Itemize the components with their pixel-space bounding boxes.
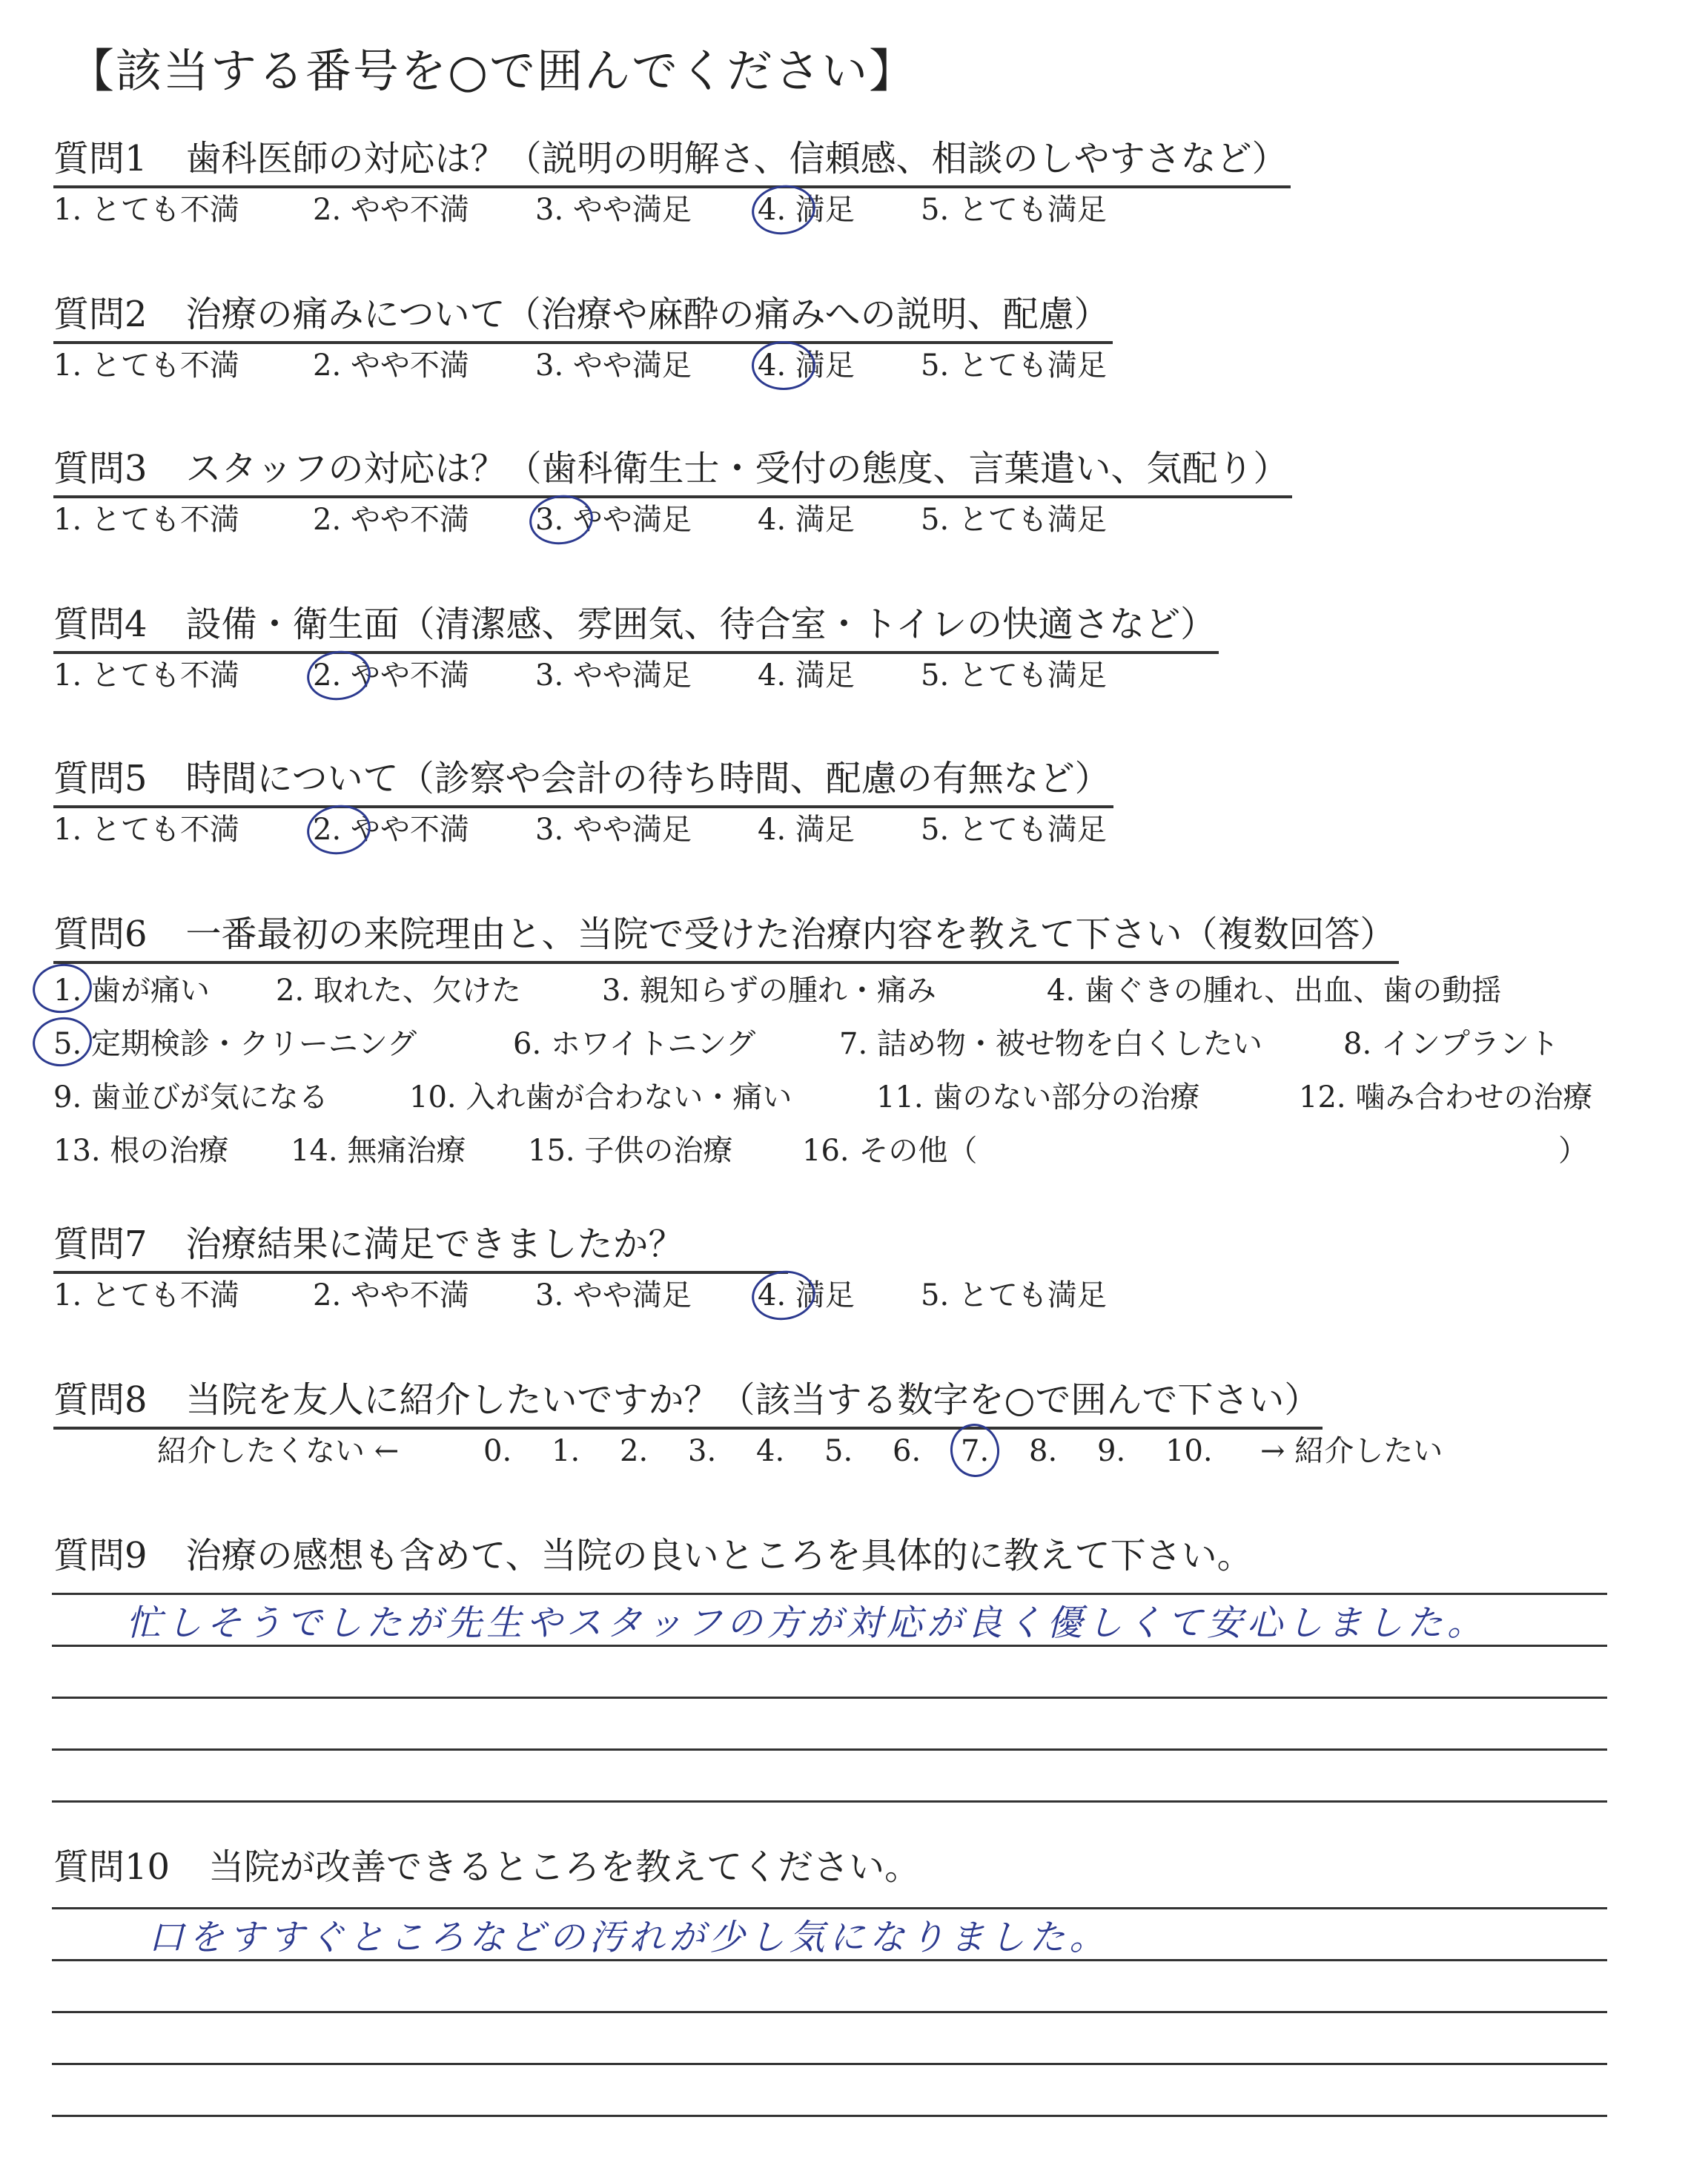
- question-1: [53, 132, 1291, 231]
- question-6: [53, 908, 1592, 1178]
- q8-option-4[interactable]: 4.: [756, 1434, 785, 1468]
- q8-option-1[interactable]: 1.: [552, 1434, 580, 1468]
- q4-option-5[interactable]: 5. とても満足: [921, 658, 1107, 693]
- q6-row-4: [53, 1124, 1592, 1178]
- answer-line: [52, 2063, 1607, 2065]
- q6-option-10[interactable]: 10. 入れ歯が合わない・痛い: [409, 1080, 792, 1114]
- question-3-number: 質問3: [53, 448, 148, 489]
- answer-line: [52, 1697, 1607, 1699]
- q6-option-12[interactable]: 12. 噛み合わせの治療: [1299, 1080, 1593, 1114]
- q5-option-4[interactable]: 4. 満足: [758, 813, 855, 847]
- question-9: [53, 1529, 1256, 1582]
- q2-option-4[interactable]: 4. 満足: [758, 344, 921, 387]
- q3-option-1[interactable]: 1. とても不満: [53, 503, 239, 537]
- q1-option-4[interactable]: 4. 満足: [758, 188, 921, 231]
- q4-option-2[interactable]: 2. やや不満: [313, 654, 535, 697]
- q4-option-3[interactable]: 3. やや満足: [535, 658, 692, 693]
- q6-option-1[interactable]: 1. 歯が痛い: [53, 964, 276, 1017]
- q7-option-4[interactable]: 4. 満足: [758, 1274, 921, 1317]
- question-5-number: 質問5: [53, 758, 148, 799]
- answer-line: [52, 2011, 1607, 2013]
- q6-option-8[interactable]: 8. インプラント: [1343, 1027, 1559, 1061]
- question-10-text: 当院が改善できるところを教えてください。: [208, 1846, 921, 1888]
- q7-option-5[interactable]: 5. とても満足: [921, 1278, 1107, 1312]
- q8-option-3[interactable]: 3.: [688, 1434, 717, 1468]
- q7-option-2[interactable]: 2. やや不満: [313, 1278, 469, 1312]
- question-7-number: 質問7: [53, 1223, 148, 1265]
- question-2: [53, 288, 1113, 387]
- page-title: 【該当する番号を○で囲んでください】: [68, 44, 917, 98]
- q6-option-14[interactable]: 14. 無痛治療: [291, 1134, 466, 1168]
- question-7-heading: [53, 1218, 788, 1274]
- question-9-number: 質問9: [53, 1535, 148, 1576]
- question-2-text: 治療の痛みについて（治療や麻酔の痛みへの説明、配慮）: [185, 294, 1110, 335]
- q2-option-2[interactable]: 2. やや不満: [313, 349, 469, 383]
- q6-row-1: [53, 964, 1592, 1017]
- question-10: [53, 1840, 923, 1894]
- question-3-heading: [53, 442, 1292, 498]
- question-2-number: 質問2: [53, 294, 148, 335]
- question-8-number: 質問8: [53, 1379, 148, 1421]
- q3-option-5[interactable]: 5. とても満足: [921, 503, 1107, 537]
- q8-left-label: 紹介したくない ←: [157, 1434, 400, 1468]
- q4-selection-circle: [304, 647, 374, 704]
- question-9-heading: [53, 1529, 1256, 1582]
- question-6-number: 質問6: [53, 914, 148, 955]
- q8-option-8[interactable]: 8.: [1029, 1434, 1058, 1468]
- q7-option-1[interactable]: 1. とても不満: [53, 1278, 239, 1312]
- answer-line: [52, 1800, 1607, 1803]
- q6-option-7[interactable]: 7. 詰め物・被せ物を白くしたい: [839, 1027, 1262, 1061]
- question-5-text: 時間について（診察や会計の待ち時間、配慮の有無など）: [185, 758, 1110, 799]
- q6-option-16[interactable]: 16. その他（: [802, 1134, 978, 1168]
- question-6-options: [53, 964, 1592, 1178]
- question-5-heading: [53, 752, 1113, 808]
- question-10-heading: [53, 1840, 923, 1894]
- q6-option-13[interactable]: 13. 根の治療: [53, 1134, 229, 1168]
- question-9-handwritten-answer: 忙しそうでしたが先生やスタッフの方が対応が良く優しくて安心しました。: [126, 1602, 1488, 1644]
- question-8: [53, 1373, 1443, 1473]
- question-9-text: 治療の感想も含めて、当院の良いところを具体的に教えて下さい。: [185, 1535, 1253, 1576]
- q8-option-7[interactable]: 7.: [961, 1430, 1029, 1473]
- question-8-scale: [157, 1430, 1443, 1473]
- q1-option-3[interactable]: 3. やや満足: [535, 193, 692, 227]
- question-5: [53, 752, 1113, 851]
- q1-selection-circle: [749, 181, 818, 238]
- question-4-text: 設備・衛生面（清潔感、雰囲気、待合室・トイレの快適さなど）: [185, 604, 1217, 645]
- q8-option-10[interactable]: 10.: [1165, 1434, 1213, 1468]
- q6-option-6[interactable]: 6. ホワイトニング: [513, 1027, 756, 1061]
- q2-option-5[interactable]: 5. とても満足: [921, 349, 1107, 383]
- q8-option-6[interactable]: 6.: [893, 1434, 921, 1468]
- question-6-text: 一番最初の来院理由と、当院で受けた治療内容を教えて下さい（複数回答）: [185, 914, 1396, 955]
- q3-selection-circle: [526, 491, 596, 548]
- q5-option-2[interactable]: 2. やや不満: [313, 808, 535, 851]
- q5-selection-circle: [304, 801, 374, 858]
- q2-option-3[interactable]: 3. やや満足: [535, 349, 692, 383]
- q3-option-2[interactable]: 2. やや不満: [313, 503, 469, 537]
- question-3-options: [53, 498, 1292, 541]
- q5-option-3[interactable]: 3. やや満足: [535, 813, 692, 847]
- question-6-heading: [53, 908, 1399, 964]
- q8-option-9[interactable]: 9.: [1097, 1434, 1126, 1468]
- q6-option-15[interactable]: 15. 子供の治療: [528, 1134, 733, 1168]
- question-7-text: 治療結果に満足できましたか？: [185, 1223, 684, 1265]
- question-7-options: [53, 1274, 1107, 1317]
- q8-option-2[interactable]: 2.: [620, 1434, 649, 1468]
- question-4: [53, 598, 1219, 697]
- question-2-heading: [53, 288, 1113, 344]
- answer-line: [52, 1748, 1607, 1751]
- q1-option-2[interactable]: 2. やや不満: [313, 193, 469, 227]
- question-4-number: 質問4: [53, 604, 148, 645]
- q6-option-4[interactable]: 4. 歯ぐきの腫れ、出血、歯の動揺: [1047, 974, 1502, 1008]
- q4-option-1[interactable]: 1. とても不満: [53, 658, 239, 693]
- q6-other-close-paren: ）: [1558, 1134, 1588, 1168]
- question-8-text: 当院を友人に紹介したいですか？（該当する数字を○で囲んで下さい）: [185, 1379, 1320, 1421]
- q1-option-1[interactable]: 1. とても不満: [53, 193, 239, 227]
- question-3: [53, 442, 1292, 541]
- question-1-heading: [53, 132, 1291, 188]
- q7-option-3[interactable]: 3. やや満足: [535, 1278, 692, 1312]
- question-8-heading: [53, 1373, 1323, 1430]
- question-2-options: [53, 344, 1113, 387]
- q3-option-4[interactable]: 4. 満足: [758, 503, 855, 537]
- q6-option-11[interactable]: 11. 歯のない部分の治療: [876, 1080, 1200, 1114]
- question-3-text: スタッフの対応は？（歯科衛生士・受付の態度、言葉遣い、気配り）: [185, 448, 1289, 489]
- q4-option-4[interactable]: 4. 満足: [758, 658, 855, 693]
- question-1-options: [53, 188, 1291, 231]
- answer-line: [52, 2115, 1607, 2117]
- question-7: [53, 1218, 1107, 1317]
- question-4-heading: [53, 598, 1219, 654]
- q6-selection-circle-5: [30, 1014, 95, 1070]
- question-10-number: 質問10: [53, 1846, 171, 1888]
- q8-option-5[interactable]: 5.: [824, 1434, 853, 1468]
- q6-row-3: [53, 1071, 1592, 1124]
- q2-selection-circle: [752, 341, 815, 390]
- question-5-options: [53, 808, 1113, 851]
- q6-selection-circle-1: [30, 960, 95, 1017]
- q5-option-1[interactable]: 1. とても不満: [53, 813, 239, 847]
- q3-option-3[interactable]: 3. やや満足: [535, 498, 758, 541]
- q1-option-5[interactable]: 5. とても満足: [921, 193, 1107, 227]
- q8-option-0[interactable]: 0.: [483, 1434, 512, 1468]
- q6-option-3[interactable]: 3. 親知らずの腫れ・痛み: [602, 974, 936, 1008]
- q5-option-5[interactable]: 5. とても満足: [921, 813, 1107, 847]
- q6-option-2[interactable]: 2. 取れた、欠けた: [276, 974, 521, 1008]
- q8-right-label: → 紹介したい: [1260, 1434, 1443, 1468]
- question-1-number: 質問1: [53, 138, 148, 179]
- question-10-handwritten-answer: 口をすすぐところなどの汚れが少し気になりました。: [148, 1917, 1110, 1958]
- q6-option-5[interactable]: 5. 定期検診・クリーニング: [53, 1017, 513, 1071]
- q6-option-9[interactable]: 9. 歯並びが気になる: [53, 1080, 328, 1114]
- q7-selection-circle: [749, 1266, 818, 1324]
- q6-row-2: [53, 1017, 1592, 1071]
- q2-option-1[interactable]: 1. とても不満: [53, 349, 239, 383]
- question-1-text: 歯科医師の対応は？（説明の明解さ、信頼感、相談のしやすさなど）: [185, 138, 1288, 179]
- question-4-options: [53, 654, 1219, 697]
